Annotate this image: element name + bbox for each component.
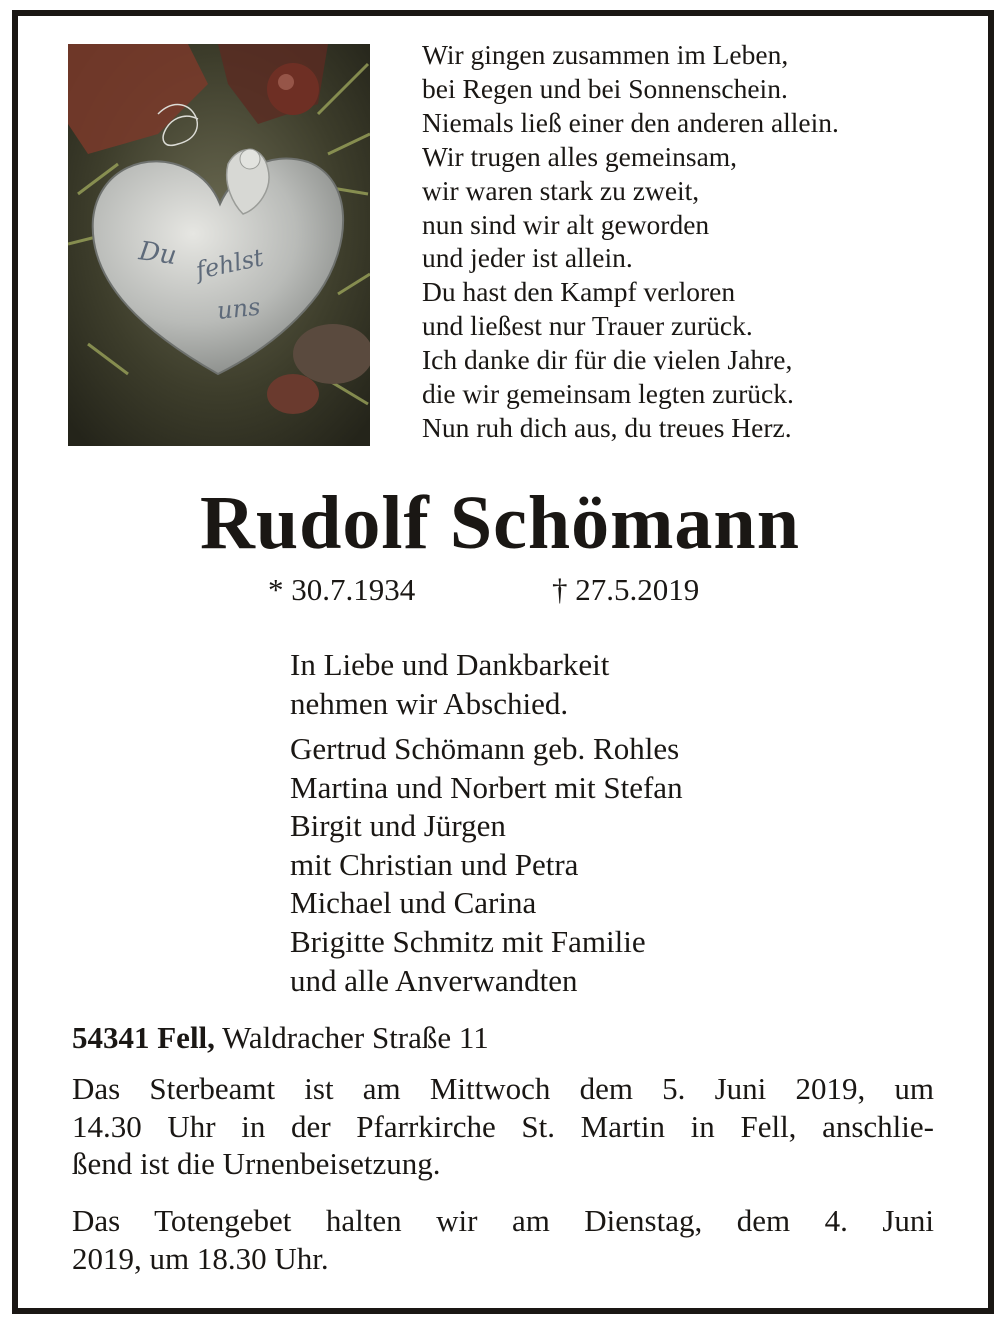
birth-date: * 30.7.1934 [268, 572, 416, 607]
engraving-line: uns [215, 292, 262, 325]
poem-line: Niemals ließ einer den anderen allein. [422, 106, 839, 138]
requiem-line: ßend ist die Urnenbeisetzung. [72, 1146, 441, 1181]
farewell-line: In Liebe und Dankbarkeit [290, 647, 610, 682]
prayer-line: Das Totengebet halten wir am Dienstag, dem 4. Juni [72, 1203, 934, 1238]
requiem-line: 14.30 Uhr in der Pfarrkirche St. Martin in Fell, anschlie- [72, 1108, 934, 1144]
poem-line: bei Regen und bei Sonnenschein. [422, 72, 788, 104]
requiem-line: Das Sterbeamt ist am Mittwoch dem 5. Juni 2019, um [72, 1071, 934, 1106]
engraving-line: Du [137, 236, 179, 272]
memorial-poem [422, 38, 942, 445]
death-date: † 27.5.2019 [552, 572, 700, 607]
poem-line: Wir trugen alles gemeinsam, [422, 140, 738, 172]
poem-line: nun sind wir alt geworden [422, 208, 710, 240]
mourner-line: mit Christian und Petra [290, 846, 579, 882]
poem-line: Wir gingen zusammen im Leben, [422, 39, 789, 70]
address-street: Waldracher Straße 11 [222, 1020, 489, 1055]
deceased-name: Rudolf Schömann [200, 481, 800, 565]
poem-line: Du hast den Kampf verloren [422, 276, 736, 308]
mourner-line: Brigitte Schmitz mit Familie [290, 923, 646, 959]
requiem-notice [72, 1070, 934, 1183]
farewell-text [290, 646, 609, 723]
poem-line: wir waren stark zu zweit, [422, 174, 700, 206]
poem-line: Ich danke dir für die vielen Jahre, [422, 344, 793, 376]
poem-line: die wir gemeinsam legten zurück. [422, 378, 794, 410]
mourners-list [290, 730, 683, 1000]
address-place: 54341 Fell, [72, 1020, 215, 1055]
farewell-line: nehmen wir Abschied. [290, 685, 569, 721]
family-address [72, 1020, 489, 1056]
mourner-line: Michael und Carina [290, 885, 537, 921]
poem-line: Nun ruh dich aus, du treues Herz. [422, 411, 792, 443]
mourner-line: Birgit und Jürgen [290, 808, 506, 844]
mourner-line: Martina und Norbert mit Stefan [290, 769, 683, 805]
mourner-line: Gertrud Schömann geb. Rohles [290, 731, 680, 766]
poem-line: und ließest nur Trauer zurück. [422, 310, 753, 342]
prayer-line: 2019, um 18.30 Uhr. [72, 1240, 329, 1276]
prayer-notice [72, 1202, 934, 1277]
engraving-line: fehlst [193, 243, 266, 285]
mourner-line: und alle Anverwandten [290, 962, 578, 998]
memorial-photo [68, 44, 370, 446]
poem-line: und jeder ist allein. [422, 242, 633, 274]
stone-heart-icon [68, 44, 370, 446]
